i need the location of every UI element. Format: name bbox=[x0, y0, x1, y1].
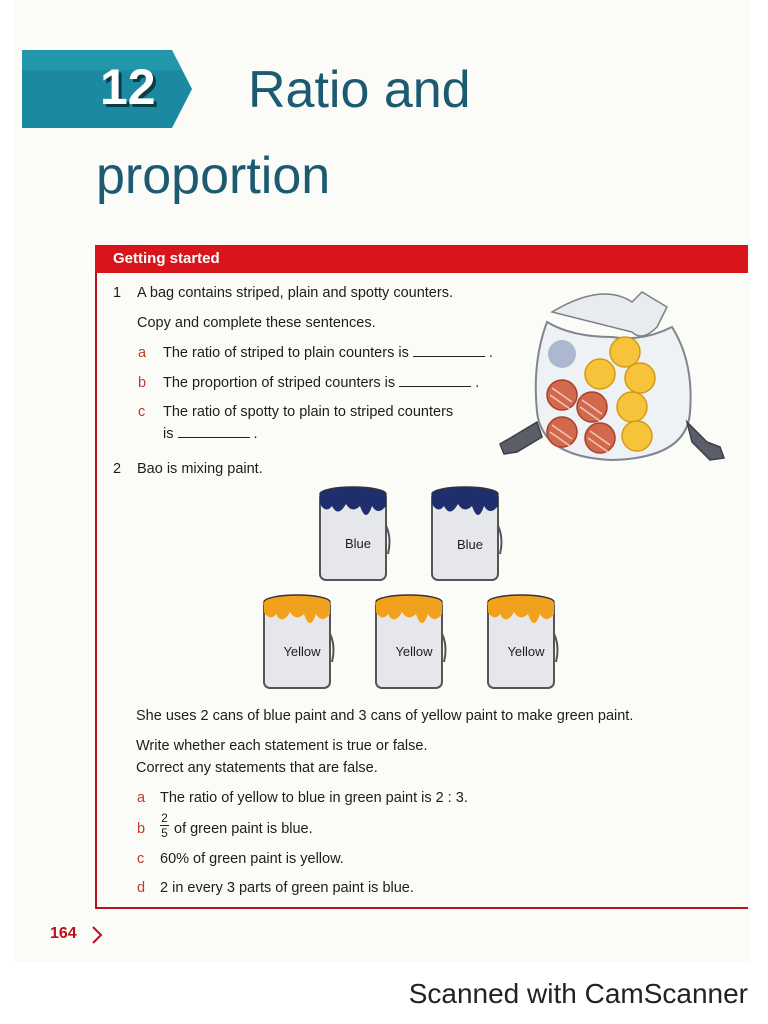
section-heading: Getting started bbox=[113, 250, 220, 267]
fraction-denominator: 5 bbox=[161, 826, 168, 840]
q2c-letter: c bbox=[137, 851, 145, 867]
yellow-paint-can bbox=[484, 592, 564, 692]
scanner-watermark: Scanned with CamScanner bbox=[408, 978, 748, 1009]
section-border-bottom bbox=[95, 907, 748, 909]
chapter-number: 12 bbox=[100, 59, 156, 115]
q1-number: 1 bbox=[113, 285, 122, 301]
yellow-paint-can bbox=[372, 592, 452, 692]
q1c-letter: c bbox=[138, 404, 146, 420]
can-label-yellow-3: Yellow bbox=[507, 644, 545, 659]
q1c-text: The ratio of spotty to plain to striped counters bbox=[163, 404, 454, 420]
q2a-letter: a bbox=[137, 790, 146, 806]
q1-text: A bag contains striped, plain and spotty counters. bbox=[137, 285, 453, 301]
q2b-fraction bbox=[160, 812, 169, 839]
q1-instruction: Copy and complete these sentences. bbox=[137, 315, 376, 331]
q2b-letter: b bbox=[137, 821, 146, 837]
q2-number: 2 bbox=[113, 461, 122, 477]
counter-bag-illustration bbox=[492, 282, 732, 472]
q2d-letter: d bbox=[137, 880, 146, 896]
fraction-numerator: 2 bbox=[161, 811, 168, 825]
q2a-text: The ratio of yellow to blue in green paint is 2 : 3. bbox=[160, 790, 468, 806]
q2-statement: She uses 2 cans of blue paint and 3 cans of yellow paint to make green paint. bbox=[136, 708, 634, 724]
section-border-left bbox=[95, 273, 97, 909]
chapter-title-line1: Ratio and bbox=[248, 61, 471, 119]
page-number: 164 bbox=[50, 925, 77, 942]
can-label-blue-1: Blue bbox=[344, 536, 372, 551]
q2c-text: 60% of green paint is yellow. bbox=[160, 851, 344, 867]
q2d-text: 2 in every 3 parts of green paint is blue. bbox=[160, 880, 414, 896]
q1a-letter: a bbox=[138, 345, 147, 361]
q1a-text: The ratio of striped to plain counters is . bbox=[163, 345, 493, 361]
q2-instruction-2: Correct any statements that are false. bbox=[136, 760, 378, 776]
chevron-right-icon bbox=[90, 925, 104, 945]
q2-text: Bao is mixing paint. bbox=[137, 461, 263, 477]
blue-paint-can bbox=[316, 484, 396, 584]
section-header bbox=[95, 245, 748, 273]
can-label-yellow-1: Yellow bbox=[283, 644, 321, 659]
can-label-blue-2: Blue bbox=[456, 537, 484, 552]
q1b-letter: b bbox=[138, 375, 147, 391]
q1c-continuation: is . bbox=[163, 426, 258, 442]
q2-instruction-1: Write whether each statement is true or false. bbox=[136, 738, 428, 754]
q2b-text: of green paint is blue. bbox=[174, 821, 313, 837]
q1b-text: The proportion of striped counters is . bbox=[163, 375, 480, 391]
can-label-yellow-2: Yellow bbox=[395, 644, 433, 659]
textbook-page bbox=[14, 0, 750, 962]
yellow-paint-can bbox=[260, 592, 340, 692]
blue-paint-can bbox=[428, 484, 508, 584]
chapter-title-line2: proportion bbox=[96, 147, 331, 205]
